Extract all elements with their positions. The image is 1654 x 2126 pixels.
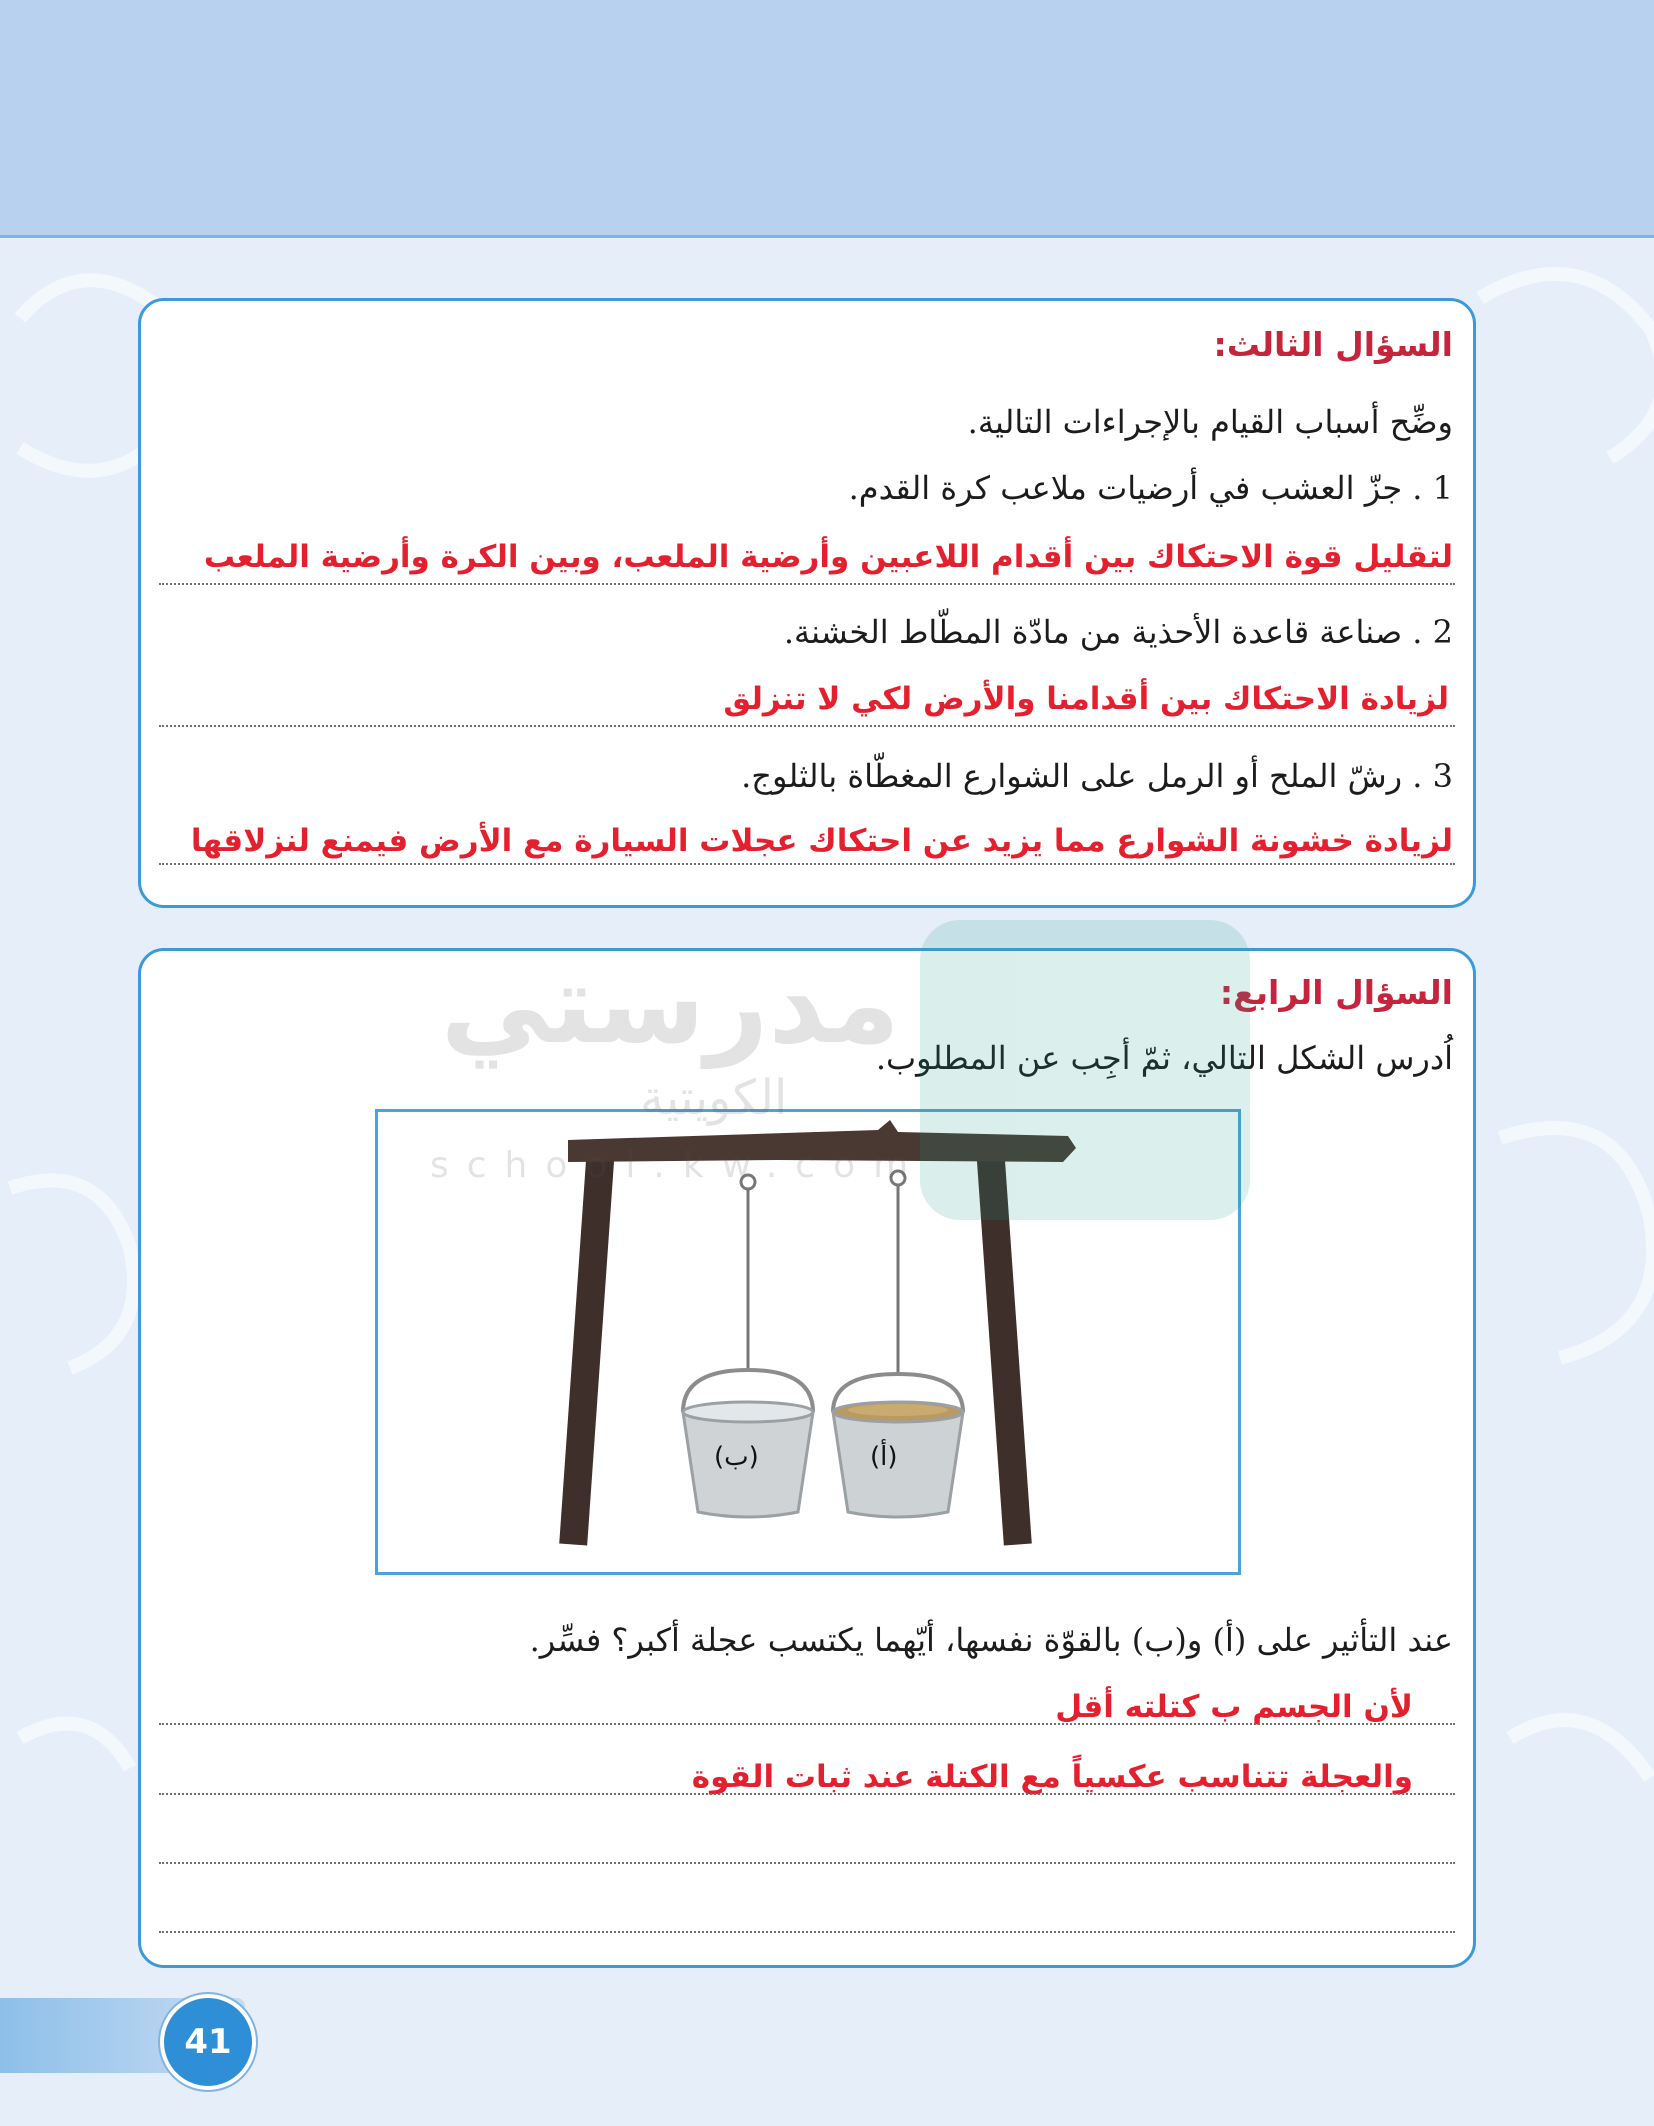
question-4-answer-1: لأن الجسم ب كتلته أقل	[1055, 1689, 1413, 1725]
answer-line	[159, 863, 1455, 865]
buckets-illustration	[378, 1112, 1238, 1572]
question-3-item-1: 1 . جزّ العشب في أرضيات ملاعب كرة القدم.	[848, 469, 1453, 507]
question-3-item-3: 3 . رشّ الملح أو الرمل على الشوارع المغطّاة بالثلوج.	[741, 757, 1453, 795]
answer-line	[159, 725, 1455, 727]
right-post	[976, 1150, 1031, 1546]
question-3-answer-2: لزيادة الاحتكاك بين أقدامنا والأرض لكي لا تنزلق	[723, 681, 1449, 717]
question-4-answer-2: والعجلة تتناسب عكسياً مع الكتلة عند ثبات القوة	[691, 1759, 1413, 1795]
question-4-intro: اُدرس الشكل التالي، ثمّ أجِب عن المطلوب.	[875, 1039, 1453, 1077]
question-3-card	[138, 298, 1476, 908]
page-number: 41	[160, 1994, 256, 2090]
question-3-title: السؤال الثالث:	[1213, 325, 1453, 364]
bucket-a	[833, 1374, 963, 1517]
question-3-answer-1: لتقليل قوة الاحتكاك بين أقدام اللاعبين وأرضية الملعب، وبين الكرة وأرضية الملعب	[203, 539, 1453, 575]
bucket-b-label: (ب)	[714, 1442, 759, 1472]
question-3-answer-3: لزيادة خشونة الشوارع مما يزيد عن احتكاك عجلات السيارة مع الأرض فيمنع لنزلاقها	[190, 823, 1453, 859]
header-band	[0, 0, 1654, 238]
buckets-figure	[375, 1109, 1241, 1575]
question-3-intro: وضِّح أسباب القيام بالإجراءات التالية.	[967, 403, 1453, 441]
question-4-title: السؤال الرابع:	[1219, 973, 1453, 1012]
answer-line	[159, 1793, 1455, 1795]
answer-line	[159, 1931, 1455, 1933]
question-4-question: عند التأثير على (أ) و(ب) بالقوّة نفسها، أيّهما يكتسب عجلة أكبر؟ فسِّر.	[529, 1621, 1453, 1659]
bucket-a-label: (أ)	[870, 1442, 898, 1472]
left-post	[559, 1150, 614, 1546]
answer-line	[159, 583, 1455, 585]
question-3-item-2: 2 . صناعة قاعدة الأحذية من مادّة المطّاط الخشنة.	[783, 613, 1453, 651]
answer-line	[159, 1723, 1455, 1725]
answer-line	[159, 1862, 1455, 1864]
question-4-card	[138, 948, 1476, 1968]
top-beam	[568, 1120, 1076, 1162]
